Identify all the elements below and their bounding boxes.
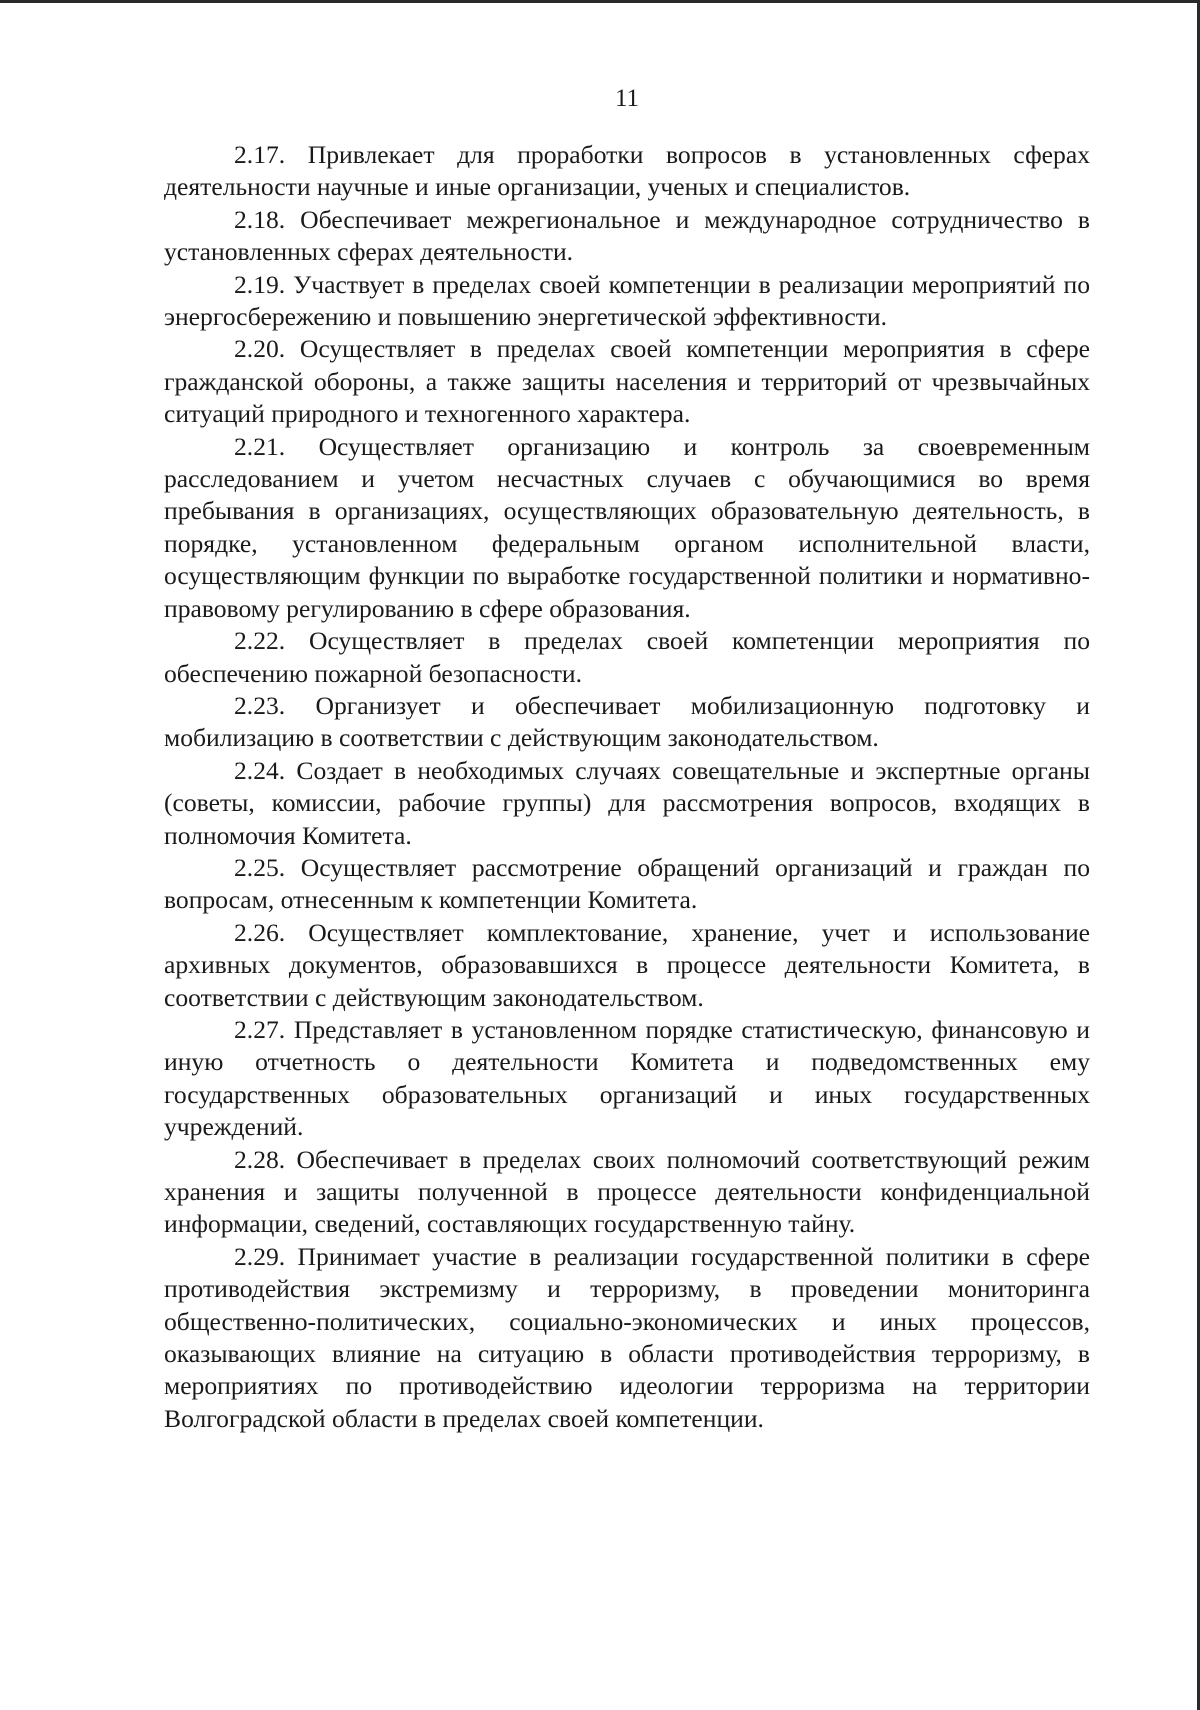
- paragraph-2-18: 2.18. Обеспечивает межрегиональное и международное сотрудничество в установленных сферах деятельности.: [164, 204, 1090, 267]
- paragraph-2-27: 2.27. Представляет в установленном порядке статистическую, финансовую и иную отчетность о деятельности Комитета и подведомственных ему государственных образовательных организаций и иных государственных учреждений.: [164, 1014, 1090, 1142]
- paragraph-2-29: 2.29. Принимает участие в реализации государственной политики в сфере противодействия экстремизму и терроризму, в проведении мониторинга общественно-политических, социально-экономических и иных процессов, оказывающих влияние на ситуацию в области противодействия терроризму, в мероприятиях по противодействию идеологии терроризма на территории Волгоградской области в пределах своей компетенции.: [164, 1241, 1090, 1433]
- paragraph-2-17: 2.17. Привлекает для проработки вопросов в установленных сферах деятельности научные и иные организации, ученых и специалистов.: [164, 140, 1090, 202]
- paragraph-2-21: 2.21. Осуществляет организацию и контроль за своевременным расследованием и учетом несчастных случаев с обучающимися во время пребывания в организациях, осуществляющих образовательную деятельность, в порядке, установленном федеральным органом исполнительной власти, осуществляющим функции по выработке государственной политики и нормативно-правовому регулированию в сфере образования.: [164, 431, 1090, 623]
- paragraph-2-24: 2.24. Создает в необходимых случаях совещательные и экспертные органы (советы, комиссии, рабочие группы) для рассмотрения вопросов, входящих в полномочия Комитета.: [164, 755, 1090, 850]
- paragraph-2-19: 2.19. Участвует в пределах своей компетенции в реализации мероприятий по энергосбережению и повышению энергетической эффективности.: [164, 269, 1090, 332]
- paragraph-2-23: 2.23. Организует и обеспечивает мобилизационную подготовку и мобилизацию в соответствии с действующим законодательством.: [164, 690, 1090, 753]
- page-number: 11: [614, 85, 640, 112]
- paragraph-2-25: 2.25. Осуществляет рассмотрение обращений организаций и граждан по вопросам, отнесенным к компетенции Комитета.: [164, 852, 1090, 915]
- document-body: [164, 139, 1090, 1435]
- paragraph-2-28: 2.28. Обеспечивает в пределах своих полномочий соответствующий режим хранения и защиты полученной в процессе деятельности конфиденциальной информации, сведений, составляющих государственную тайну.: [164, 1144, 1090, 1239]
- paragraph-2-22: 2.22. Осуществляет в пределах своей компетенции мероприятия по обеспечению пожарной безопасности.: [164, 626, 1090, 688]
- paragraph-2-26: 2.26. Осуществляет комплектование, хранение, учет и использование архивных документов, образовавшихся в процессе деятельности Комитета, в соответствии с действующим законодательством.: [164, 917, 1090, 1012]
- paragraph-2-20: 2.20. Осуществляет в пределах своей компетенции мероприятия в сфере гражданской обороны, а также защиты населения и территорий от чрезвычайных ситуаций природного и техногенного характера.: [164, 334, 1090, 429]
